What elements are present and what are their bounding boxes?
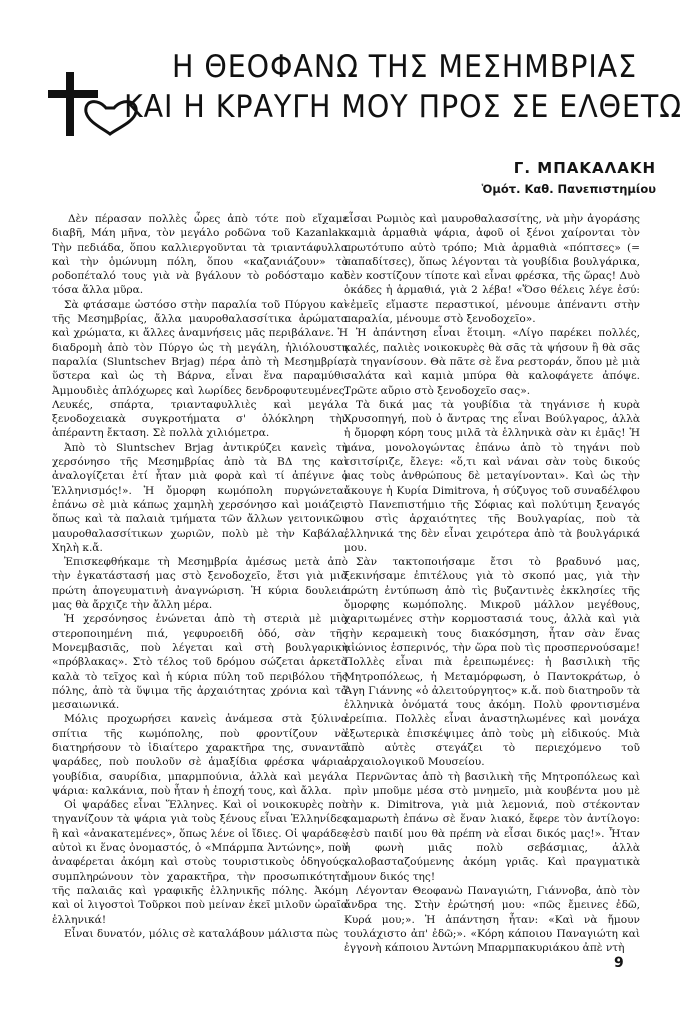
- paragraph: Οἱ ψαράδες εἶναι Ἕλληνες. Καὶ οἱ νοικοκυρὲς ποὺ τηγανίζουν τὰ ψάρια γιὰ τοὺς ξένους εἶναι Ἑλληνίδες ἢ καὶ «ἀνακατεμένες», ὅπως λένε οἱ ἴδιες. Οἱ ψαράδες αὐτοὶ κι ἕνας ὀνομαστός, ὁ «Μπάρμπα Ἀντώνης», ποὺ ἀναφέρεται ἀκόμη καὶ στοὺς τουριστικοὺς ὁδηγούς, συμπληρώνουν τὸν χαρακτῆρα, τὴν προσωπικότητα τῆς παλαιᾶς καὶ γραφικῆς ἑλληνικῆς πόλης. Ἀκόμη καὶ οἱ λιγοστοὶ Τοῦρκοι ποὺ μείναν ἐκεῖ μιλοῦν ὡραῖα ἑλληνικά!: [52, 799, 348, 926]
- left-column: [52, 212, 348, 941]
- paragraph: εἶσαι Ρωμιὸς καὶ μαυροθαλασσίτης, νὰ μὴν ἀγοράσης καμιὰ ἁρμαθιὰ ψάρια, ἀφοῦ οἱ ξένοι χαίρονται τὸν πρωτότυπο αὐτὸ τρόπο; Μιὰ ἁρμαθιὰ «πόπτσες» (= παπαδίτσες), ὅπως λέγονται τὰ γουβίδια βουλγάρικα, δὲν κοστίζουν τίποτε καὶ εἶναι φρέσκα, τῆς ὥρας! Δυὸ ὁκάδες ἡ ἁρμαθιά, γιὰ 2 λέβα! «Ὅσο θέλεις λέγε ἐσύ: «ἐμεῖς εἴμαστε περαστικοί, μένουμε ἀπέναντι στὴν παραλία, μένουμε στὸ ξενοδοχεῖο».: [344, 213, 640, 326]
- paragraph: Σὰν τακτοποιήσαμε ἔτσι τὸ βραδυνό μας, ξεκινήσαμε ἐπιτέλους γιὰ τὸ σκοπό μας, γιὰ τὴν πρώτη ἐντύπωση ἀπὸ τὶς βυζαντινὲς ἐκκλησίες τῆς ὄμορφης κωμόπολης. Μικροῦ μάλλον μεγέθους, χαριτωμένες στὴν κορμοστασιά τους, ἀλλὰ καὶ γιὰ τὴν κεραμεικὴ τους διακόσμηση, ἦταν σὰν ἕνας αἰώνιος ἑσπερινός, τὴν ὥρα ποὺ τὶς προσπερνούσαμε! Πολλὲς εἶναι πιὰ ἐρειπωμένες: ἡ βασιλικὴ τῆς Μητροπόλεως, ἡ Μεταμόρφωση, ὁ Παντοκράτωρ, ὁ Ἅγη Γιάννης «ὁ ἀλειτούργητος» κ.ἄ. ποὺ διατηροῦν τὰ ἑλληνικὰ ὀνόματά τους ἀκόμη. Πολὺ φροντισμένα ἐρείπια. Πολλὲς εἶναι ἀναστηλωμένες καὶ μονάχα ἐξωτερικὰ ἐπισκέψιμες ἀπὸ τοὺς μὴ εἰδικούς. Μιὰ ἀπὸ αὐτὲς στεγάζει τὸ περιεχόμενο τοῦ ἀρχαιολογικοῦ Μουσείου.: [344, 556, 640, 769]
- right-column: [344, 212, 640, 955]
- paragraph: Ἡ χερσόνησος ἑνώνεται ἀπὸ τὴ στεριὰ μὲ μιὰ στεροποιημένη πιά, γεφυροειδῆ ὁδό, σὰν τῆς Μονεμβασιᾶς, ποὺ λέγεται καὶ στὴ βουλγαρικὴ «πρόβλακας». Στὸ τέλος τοῦ δρόμου σώζεται ἀρκετὰ καλὰ τὸ τεῖχος καὶ ἡ κύρια πύλη τοῦ περιβόλου τῆς πόλης, ἀπὸ τὰ ὕψιμα τῆς ἀρχαιότητας χρόνια καὶ τὰ μεσαιωνικά.: [52, 613, 348, 712]
- paragraph: Εἶναι δυνατόν, μόλις σὲ καταλάβουν μάλιστα πὼς: [64, 927, 339, 940]
- paragraph: Ἡ ἀπάντηση εἶναι ἕτοιμη. «Λίγο παρέκει πολλές, καλές, παλιὲς νοικοκυρὲς θὰ σᾶς τὰ ψήσουν ἢ θὰ σᾶς τὰ τηγανίσουν. Θὰ πᾶτε σὲ ἕνα ρεστοράν, ὅπου μὲ μιὰ σαλάτα καὶ καμιὰ μπύρα θὰ καλοφάγετε ἀπόψε. Τρῶτε αὔριο στὸ ξενοδοχεῖο σας».: [344, 327, 640, 397]
- paragraph: Ἀπὸ τὸ Sluntschev Brjag ἀντικρύζει κανεὶς τὴ χερσόνησο τῆς Μεσημβρίας ἀπὸ τὰ ΒΔ της καὶ ἀναλογίζεται ἐτί ἦταν μιὰ φορὰ καὶ τί ἀπέγινε ὁ Ἑλληνισμός!». Ἡ ὄμορφη κωμόπολη πυργώνεται ἐπάνω σὲ μιὰ κάπως χαμηλὴ χερσόνησο καὶ μοιάζει, ὅπως καὶ τὰ παλαιὰ τμήματα τῶν ἄλλων γειτονικῶν μαυροθαλασσίτικων χωριῶν, πολὺ μὲ τὴν Καβάλα, Χηλὴ κ.ἄ.: [52, 441, 348, 554]
- paragraph: Ἐπισκεφθήκαμε τὴ Μεσημβρία ἀμέσως μετὰ ἀπὸ τὴν ἐγκατάστασή μας στὸ ξενοδοχεῖο, ἔτσι γιὰ μιὰ πρώτη ἀπογευματινὴ ἀναγνώριση. Ἡ κύρια δουλειά μας θὰ ἄρχιζε τὴν ἄλλη μέρα.: [52, 556, 348, 612]
- author-affiliation: Ὁμότ. Καθ. Πανεπιστημίου: [481, 182, 656, 196]
- paragraph: Περνῶντας ἀπὸ τὴ βασιλικὴ τῆς Μητροπόλεως καὶ πρὶν μποῦμε μέσα στὸ μνημεῖο, μιὰ κουβέντα μου μὲ τὴν κ. Dimitrova, γιὰ μιὰ λεμονιά, ποὺ στέκονταν καμαρωτὴ ἐπάνω σὲ ἕναν λιακό, ἔφερε τὸν ἀντίλογο: «ἐσὺ παιδί μου θὰ πρέπη νὰ εἶσαι δικός μας!». Ἦταν ἡ φωνὴ μιᾶς πολὺ σεβάσμιας, ἀλλὰ καλοβασταζούμενης ἀκόμη γριᾶς. Καὶ πραγματικὰ ἤμουν δικός της!: [344, 770, 640, 883]
- author-name: Γ. ΜΠΑΚΑΛΑΚΗ: [513, 159, 656, 177]
- paragraph: Λέγονταν Θεοφανὼ Παναγιώτη, Γιάννοβα, ἀπὸ τὸν ἄνδρα της. Στὴν ἐρώτησή μου: «πῶς ἔμεινες ἐδῶ, Κυρά μου;». Ἡ ἀπάντηση ἦταν: «Καὶ νὰ ἤμουν τουλάχιστο ἀπ' ἐδῶ;». «Κόρη κάποιου Παναγιώτη καὶ ἐγγονὴ κάποιου Ἀντώνη Μπαρμπακυριάκου ἀπὲ ντὴ: [344, 884, 640, 955]
- article-title-line-1: Η ΘΕΟΦΑΝΩ ΤΗΣ ΜΕΣΗΜΒΡΙΑΣ: [172, 49, 638, 85]
- page-number: 9: [614, 955, 624, 971]
- article-title-line-2: ΚΑΙ Η ΚΡΑΥΓΗ ΜΟΥ ΠΡΟΣ ΣΕ ΕΛΘΕΤΩ: [124, 89, 682, 125]
- paragraph: Σὰ φτάσαμε ὡστόσο στὴν παραλία τοῦ Πύργου καὶ τῆς Μεσημβρίας, ἄλλα μαυροθαλασσίτικα ἀρώματα καὶ χρώματα, κι ἄλλες ἀναμνήσεις μᾶς περιβάλανε. Ἡ διαδρομὴ ἀπὸ τὸν Πύργο ὡς τὴ μεγάλη, ἡλιόλουστη παραλία (Sluntschev Brjag) πέρα ἀπὸ τὴ Μεσημβρία, ὕστερα καὶ ὡς τὴ Βάρνα, εἶναι ἕνα παραμύθι. Ἀμμουδιὲς ἁπλόχωρες καὶ λωρίδες δενδροφυτευμένες. Λευκές, σπάρτα, τριανταφυλλιὲς καὶ μεγάλα ξενοδοχειακὰ συγκροτήματα σ' ὁλόκληρη τὴν ἀπέραντη ἔκταση. Σὲ πολλὰ χιλιόμετρα.: [52, 298, 348, 440]
- paragraph: Μόλις προχωρήσει κανεὶς ἀνάμεσα στὰ ξύλινα σπίτια τῆς κωμόπολης, ποὺ φροντίζουν νὰ διατηρήσουν τὸ ἰδιαίτερο χαρακτῆρα της, συναντᾶ ψαράδες, ποὺ πουλοῦν σὲ ἁμαξίδια φρέσκα ψάρια: γουβίδια, σαυρίδια, μπαρμπούνια, ἀλλὰ καὶ μεγάλα ψάρια: καλκάνια, ποὺ ἦταν ἡ ἐποχή τους, καὶ ἄλλα.: [52, 713, 348, 797]
- paragraph: Τὰ δικά μας τὰ γουβίδια τὰ τηγάνισε ἡ κυρὰ Χρυσοπηγή, ποὺ ὁ ἄντρας της εἶναι Βούλγαρος, ἀλλὰ ἡ ὄμορφη κόρη τους μιλᾶ τὰ ἑλληνικὰ σὰν κι ἐμᾶς! Ἡ μάνα, μονολογώντας ἐπάνω ἀπὸ τὸ τηγάνι ποὺ τσιτσίριζε, ἔλεγε: «ὅ,τι καὶ νάναι σὰν τοὺς δικούς μας τοὺς ἀνθρώπους δὲ μεταγίνονται». Καὶ ὡς τὴν ἄκουγε ἡ Κυρία Dimitrova, ἡ σύζυγος τοῦ συναδέλφου στὸ Πανεπιστήμιο τῆς Σόφιας καὶ πολύτιμη ξεναγός μου στὶς ἀρχαιότητες τῆς Βουλγαρίας, ποὺ τὰ ἑλληνικά της δὲν εἶναι χειρότερα ἀπὸ τὰ βουλγάρικά μου.: [344, 398, 640, 554]
- paragraph: Δὲν πέρασαν πολλὲς ὧρες ἀπὸ τότε ποὺ εἴχαμε διαβῆ, Μάη μῆνα, τὸν μεγάλο ροδῶνα τοῦ Kazanlak. Τὴν πεδιάδα, ὅπου καλλιεργοῦνται τὰ τριαντάφυλλα καὶ τὴν ὁμώνυμη πόλη, ὅπου «καζανιάζουν» τὸ ροδοπέταλό τους γιὰ νὰ βγάλουν τὸ ροδόσταμο καὶ τόσα ἄλλα μῦρα.: [52, 213, 348, 297]
